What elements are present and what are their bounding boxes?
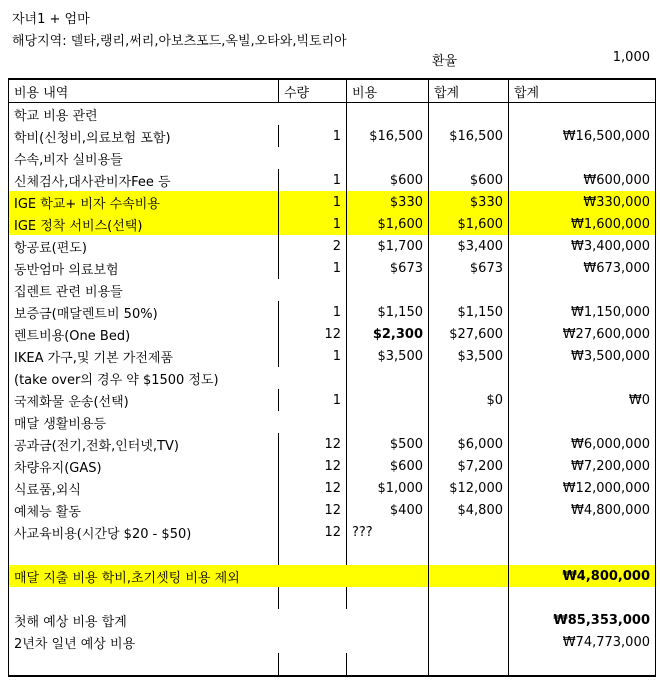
- qty-cell[interactable]: [279, 279, 347, 301]
- cost-cell[interactable]: $1,600: [347, 213, 429, 235]
- total-krw-cell[interactable]: ₩12,000,000: [509, 477, 656, 499]
- category-label[interactable]: 학교 비용 관련: [9, 103, 279, 126]
- cost-cell[interactable]: $330: [347, 191, 429, 213]
- total-krw-cell[interactable]: ₩16,500,000: [509, 125, 656, 147]
- total-cell[interactable]: $1,600: [429, 213, 509, 235]
- cost-cell[interactable]: [347, 631, 429, 653]
- table-row: [9, 455, 656, 477]
- note-label[interactable]: (take over의 경우 약 $1500 정도): [9, 367, 279, 389]
- table-row: [9, 521, 656, 543]
- cost-cell[interactable]: [347, 543, 429, 565]
- item-label[interactable]: 학비(신청비,의료보험 포함): [9, 125, 279, 147]
- qty-cell[interactable]: 12: [279, 433, 347, 455]
- cost-cell[interactable]: $16,500: [347, 125, 429, 147]
- table-row: [9, 389, 656, 411]
- cost-cell[interactable]: [347, 565, 429, 587]
- summary-label[interactable]: 매달 지출 비용 학비,초기셋팅 비용 제외: [9, 565, 279, 587]
- table-row: [9, 345, 656, 367]
- table-row: [9, 543, 656, 565]
- total-cell[interactable]: [429, 609, 509, 631]
- total-cell[interactable]: [429, 587, 509, 609]
- table-row: [9, 367, 656, 389]
- table-row: [9, 411, 656, 433]
- total-krw-cell[interactable]: [509, 521, 656, 543]
- item-label[interactable]: 신체검사,대사관비자Fee 등: [9, 169, 279, 191]
- cost-cell[interactable]: [347, 609, 429, 631]
- cost-cell[interactable]: $600: [347, 455, 429, 477]
- cost-cell[interactable]: $1,000: [347, 477, 429, 499]
- cost-cell[interactable]: [347, 653, 429, 676]
- item-label[interactable]: 식료품,외식: [9, 477, 279, 499]
- cost-cell[interactable]: [347, 367, 429, 389]
- total-cell[interactable]: $27,600: [429, 323, 509, 345]
- qty-cell[interactable]: 1: [279, 191, 347, 213]
- qty-cell[interactable]: [279, 103, 347, 126]
- cost-cell[interactable]: [347, 389, 429, 411]
- table-row: [9, 103, 656, 126]
- qty-cell[interactable]: 1: [279, 213, 347, 235]
- total-cell[interactable]: $3,400: [429, 235, 509, 257]
- table-row: [9, 587, 656, 609]
- qty-cell[interactable]: 1: [279, 257, 347, 279]
- table-row: [9, 631, 656, 653]
- total-krw-cell[interactable]: ₩330,000: [509, 191, 656, 213]
- qty-cell[interactable]: [279, 367, 347, 389]
- table-row: [9, 279, 656, 301]
- total-krw-cell[interactable]: ₩74,773,000: [509, 631, 656, 653]
- cost-cell[interactable]: [347, 147, 429, 169]
- qty-cell[interactable]: 12: [279, 477, 347, 499]
- item-label[interactable]: 보증금(매달렌트비 50%): [9, 301, 279, 323]
- total-cell[interactable]: [429, 367, 509, 389]
- exchange-rate-value[interactable]: 1,000: [612, 50, 650, 65]
- category-label[interactable]: 매달 생활비용등: [9, 411, 279, 433]
- total-krw-cell[interactable]: ₩6,000,000: [509, 433, 656, 455]
- total-krw-cell[interactable]: [509, 543, 656, 565]
- total-krw-cell[interactable]: ₩85,353,000: [509, 609, 656, 631]
- qty-cell[interactable]: [279, 411, 347, 433]
- qty-cell[interactable]: [279, 609, 347, 631]
- table-row: [9, 323, 656, 345]
- sheet-header-area: [0, 0, 660, 76]
- column-header-cost[interactable]: 비용: [347, 79, 429, 103]
- table-row: [9, 499, 656, 521]
- cost-table: [8, 78, 656, 677]
- table-row: [9, 257, 656, 279]
- total-cell[interactable]: [429, 631, 509, 653]
- total-cell[interactable]: $600: [429, 169, 509, 191]
- total-cell[interactable]: [429, 147, 509, 169]
- cost-cell[interactable]: $600: [347, 169, 429, 191]
- total-cell[interactable]: $7,200: [429, 455, 509, 477]
- table-row: [9, 213, 656, 235]
- column-header-qty[interactable]: 수량: [279, 79, 347, 103]
- table-row: [9, 653, 656, 676]
- total-krw-cell[interactable]: ₩4,800,000: [509, 565, 656, 587]
- table-row: [9, 125, 656, 147]
- exchange-rate-label[interactable]: 환율: [432, 54, 458, 69]
- column-header-total[interactable]: 합계: [429, 79, 509, 103]
- table-row: [9, 477, 656, 499]
- cost-cell[interactable]: $2,300: [347, 323, 429, 345]
- table-row: [9, 565, 656, 587]
- cost-cell[interactable]: $3,500: [347, 345, 429, 367]
- table-row: [9, 433, 656, 455]
- label-cell[interactable]: [9, 587, 279, 609]
- total-cell[interactable]: [429, 521, 509, 543]
- item-label[interactable]: IGE 학교+ 비자 수속비용: [9, 191, 279, 213]
- total-krw-cell[interactable]: [509, 103, 656, 126]
- qty-cell[interactable]: [279, 147, 347, 169]
- item-label[interactable]: 국제화물 운송(선택): [9, 389, 279, 411]
- total-cell[interactable]: $0: [429, 389, 509, 411]
- total-cell[interactable]: [429, 543, 509, 565]
- cost-cell[interactable]: $1,150: [347, 301, 429, 323]
- qty-cell[interactable]: 12: [279, 323, 347, 345]
- total-krw-cell[interactable]: [509, 147, 656, 169]
- total-krw-cell[interactable]: ₩3,500,000: [509, 345, 656, 367]
- total-cell[interactable]: [429, 653, 509, 676]
- total-cell[interactable]: $1,150: [429, 301, 509, 323]
- cost-cell[interactable]: $1,700: [347, 235, 429, 257]
- title-cell[interactable]: 자녀1 + 엄마: [12, 12, 90, 27]
- column-header-total-krw[interactable]: 합계: [509, 79, 656, 103]
- table-row: [9, 609, 656, 631]
- table-header-row: [9, 79, 656, 103]
- table-row: [9, 147, 656, 169]
- total-cell[interactable]: [429, 411, 509, 433]
- total-krw-cell[interactable]: ₩4,800,000: [509, 499, 656, 521]
- total-cell[interactable]: [429, 103, 509, 126]
- table-row: [9, 301, 656, 323]
- qty-cell[interactable]: [279, 631, 347, 653]
- cost-cell[interactable]: $400: [347, 499, 429, 521]
- column-header-item[interactable]: 비용 내역: [9, 79, 279, 103]
- qty-cell[interactable]: 1: [279, 169, 347, 191]
- total-cell[interactable]: $6,000: [429, 433, 509, 455]
- summary-label[interactable]: 첫해 예상 비용 합계: [9, 609, 279, 631]
- total-cell[interactable]: $3,500: [429, 345, 509, 367]
- item-label[interactable]: 예체능 활동: [9, 499, 279, 521]
- qty-cell[interactable]: 1: [279, 389, 347, 411]
- region-cell[interactable]: 해당지역: 델타,랭리,써리,아보츠포드,옥빌,오타와,빅토리아: [12, 34, 347, 49]
- qty-cell[interactable]: 12: [279, 499, 347, 521]
- category-label[interactable]: 수속,비자 실비용들: [9, 147, 279, 169]
- total-krw-cell[interactable]: [509, 367, 656, 389]
- cost-cell[interactable]: $500: [347, 433, 429, 455]
- summary-label[interactable]: 2년차 일년 예상 비용: [9, 631, 279, 653]
- cost-cell[interactable]: [347, 103, 429, 126]
- qty-cell[interactable]: [279, 543, 347, 565]
- cost-cell[interactable]: [347, 587, 429, 609]
- total-cell[interactable]: $330: [429, 191, 509, 213]
- total-cell[interactable]: $12,000: [429, 477, 509, 499]
- total-krw-cell[interactable]: ₩1,150,000: [509, 301, 656, 323]
- table-row: [9, 235, 656, 257]
- total-krw-cell[interactable]: [509, 411, 656, 433]
- cost-cell[interactable]: [347, 411, 429, 433]
- item-label[interactable]: 렌트비용(One Bed): [9, 323, 279, 345]
- total-cell[interactable]: [429, 565, 509, 587]
- qty-cell[interactable]: 1: [279, 301, 347, 323]
- total-krw-cell[interactable]: [509, 587, 656, 609]
- total-krw-cell[interactable]: [509, 279, 656, 301]
- item-label[interactable]: 공과금(전기,전화,인터넷,TV): [9, 433, 279, 455]
- qty-cell[interactable]: 12: [279, 521, 347, 543]
- label-cell[interactable]: [9, 653, 279, 676]
- total-cell[interactable]: $673: [429, 257, 509, 279]
- total-cell[interactable]: $16,500: [429, 125, 509, 147]
- qty-cell[interactable]: 1: [279, 345, 347, 367]
- table-row: [9, 169, 656, 191]
- total-krw-cell[interactable]: ₩600,000: [509, 169, 656, 191]
- total-krw-cell[interactable]: ₩0: [509, 389, 656, 411]
- qty-cell[interactable]: [279, 587, 347, 609]
- cost-cell[interactable]: $673: [347, 257, 429, 279]
- total-krw-cell[interactable]: ₩673,000: [509, 257, 656, 279]
- total-cell[interactable]: $4,800: [429, 499, 509, 521]
- item-label[interactable]: 동반엄마 의료보험: [9, 257, 279, 279]
- table-row: [9, 191, 656, 213]
- cost-cell[interactable]: [347, 279, 429, 301]
- total-krw-cell[interactable]: ₩3,400,000: [509, 235, 656, 257]
- item-label[interactable]: IGE 정착 서비스(선택): [9, 213, 279, 235]
- item-label[interactable]: 사교육비용(시간당 $20 - $50): [9, 521, 279, 543]
- item-label[interactable]: 항공료(편도): [9, 235, 279, 257]
- item-label[interactable]: IKEA 가구,및 기본 가전제품: [9, 345, 279, 367]
- qty-cell[interactable]: 12: [279, 455, 347, 477]
- qty-cell[interactable]: 2: [279, 235, 347, 257]
- qty-cell[interactable]: [279, 565, 347, 587]
- qty-cell[interactable]: [279, 653, 347, 676]
- label-cell[interactable]: [9, 543, 279, 565]
- total-krw-cell[interactable]: ₩1,600,000: [509, 213, 656, 235]
- total-krw-cell[interactable]: ₩7,200,000: [509, 455, 656, 477]
- cost-cell[interactable]: ???: [347, 521, 429, 543]
- total-krw-cell[interactable]: [509, 653, 656, 676]
- item-label[interactable]: 차량유지(GAS): [9, 455, 279, 477]
- total-krw-cell[interactable]: ₩27,600,000: [509, 323, 656, 345]
- qty-cell[interactable]: 1: [279, 125, 347, 147]
- total-cell[interactable]: [429, 279, 509, 301]
- category-label[interactable]: 집렌트 관련 비용들: [9, 279, 279, 301]
